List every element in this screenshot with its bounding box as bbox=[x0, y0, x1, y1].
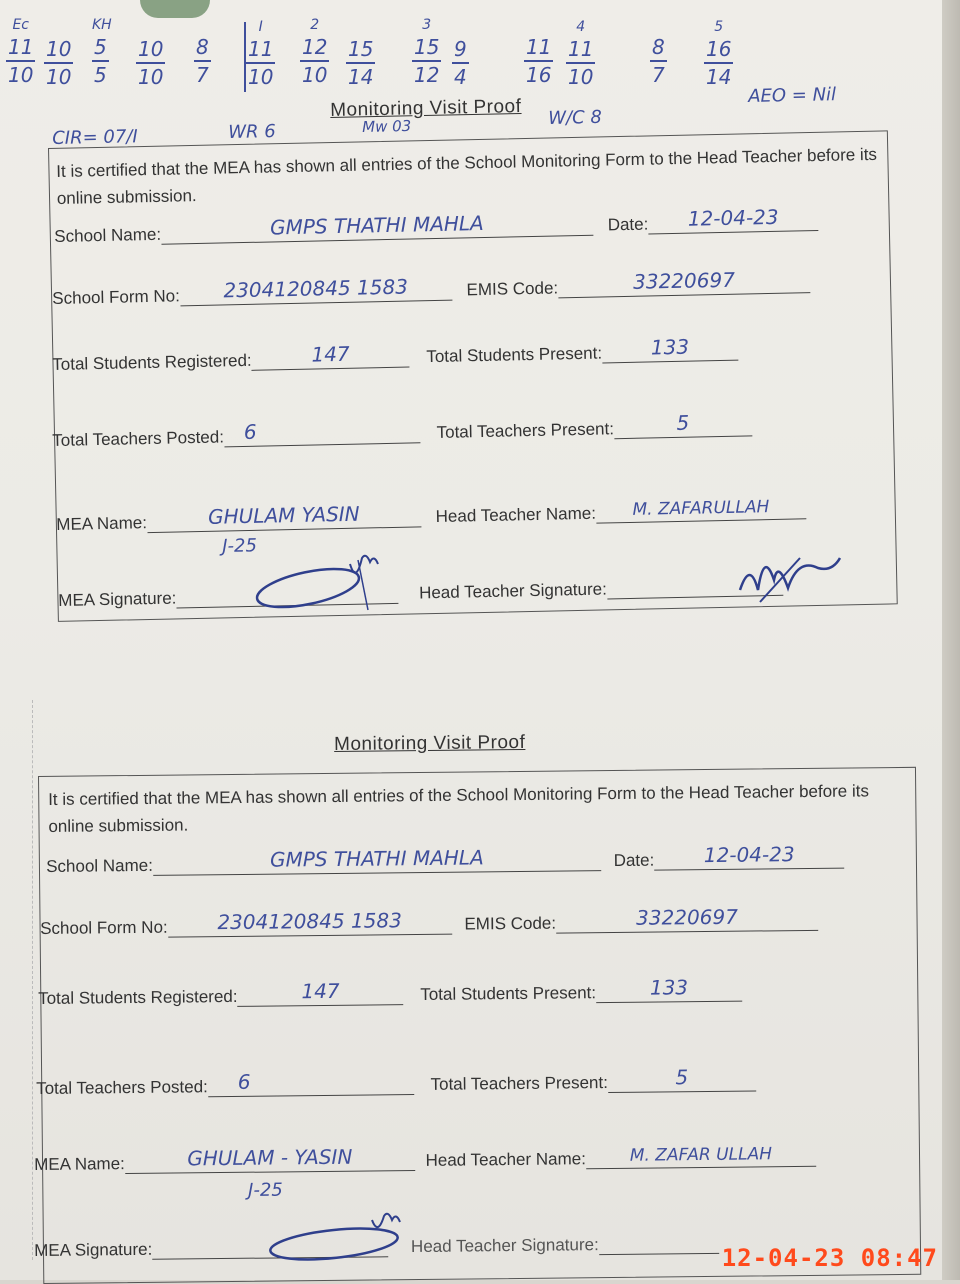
note-mw: Mw 03 bbox=[362, 116, 412, 136]
photo-timestamp: 12-04-23 08:47 bbox=[721, 1244, 938, 1272]
tally-denominator: 10 bbox=[46, 65, 72, 89]
page-edge bbox=[942, 0, 960, 1280]
form-no-value: 2304120845 1583 bbox=[223, 274, 409, 303]
form2-certification: It is certified that the MEA has shown all entries of the School Monitoring Form to the Head Teacher before its online submission. bbox=[48, 781, 870, 836]
form2-mea-note: J-25 bbox=[248, 1179, 283, 1201]
teachers-posted-value: 6 bbox=[237, 1069, 251, 1094]
teachers-present-label: Total Teachers Present: bbox=[436, 419, 615, 442]
tally-fraction bbox=[412, 17, 441, 88]
form1-head-teacher-signature-mark bbox=[730, 540, 850, 610]
note-wc: W/C 8 bbox=[548, 106, 603, 129]
tally-denominator: 16 bbox=[526, 63, 552, 87]
tally-denominator: 12 bbox=[414, 63, 440, 87]
emis-field bbox=[556, 906, 818, 934]
teachers-present-field bbox=[614, 411, 752, 439]
tally-label: 5 bbox=[714, 19, 724, 35]
tally-denominator: 14 bbox=[348, 65, 374, 89]
emis-label: EMIS Code: bbox=[466, 278, 559, 300]
teachers-posted-field bbox=[208, 1070, 414, 1097]
emis-value: 33220697 bbox=[632, 267, 736, 294]
mea-name-value: GHULAM YASIN bbox=[207, 501, 360, 529]
tally-numerator: 11 bbox=[524, 34, 553, 62]
emis-value: 33220697 bbox=[635, 904, 739, 930]
head-teacher-name-label: Head Teacher Name: bbox=[425, 1149, 587, 1170]
tally-label: 4 bbox=[576, 19, 586, 35]
tally-fraction bbox=[194, 34, 211, 88]
form-no-field bbox=[168, 910, 452, 938]
tally-denominator: 7 bbox=[652, 63, 665, 87]
tally-fraction bbox=[524, 34, 553, 88]
handwritten-tally bbox=[0, 17, 760, 100]
students-present-field bbox=[602, 336, 738, 364]
students-present-value: 133 bbox=[649, 975, 689, 1000]
tally-numerator: 10 bbox=[44, 36, 73, 64]
students-registered-field bbox=[251, 343, 409, 371]
tally-fraction bbox=[566, 19, 595, 90]
tally-denominator: 14 bbox=[706, 65, 732, 89]
form-no-label: School Form No: bbox=[52, 286, 181, 308]
tally-numerator: 10 bbox=[136, 36, 165, 64]
date-value: 12-04-23 bbox=[687, 204, 779, 231]
tally-label: 2 bbox=[310, 17, 320, 33]
students-present-label: Total Students Present: bbox=[426, 343, 603, 367]
students-registered-value: 147 bbox=[311, 341, 350, 367]
teachers-posted-label: Total Teachers Posted: bbox=[52, 427, 225, 450]
tally-numerator: 16 bbox=[704, 36, 733, 64]
tally-label: Ec bbox=[12, 17, 29, 33]
mea-name-label: MEA Name: bbox=[34, 1154, 125, 1174]
paper-fold-line bbox=[32, 700, 33, 1260]
tally-denominator: 10 bbox=[8, 63, 34, 87]
teachers-present-label: Total Teachers Present: bbox=[430, 1073, 608, 1094]
tally-fraction bbox=[452, 36, 469, 90]
tally-numerator: 5 bbox=[92, 34, 109, 62]
head-teacher-signature-field bbox=[599, 1229, 719, 1255]
mea-signature-label: MEA Signature: bbox=[58, 588, 177, 610]
tally-fraction bbox=[92, 17, 112, 88]
tally-numerator: 8 bbox=[194, 34, 211, 62]
date-label: Date: bbox=[613, 850, 655, 871]
tally-denominator: 7 bbox=[196, 63, 209, 87]
tally-label: 3 bbox=[422, 17, 432, 33]
form2-title: Monitoring Visit Proof bbox=[334, 731, 526, 755]
teachers-present-value: 5 bbox=[676, 410, 690, 435]
school-name-value: GMPS THATHI MAHLA bbox=[269, 211, 484, 240]
form-no-label: School Form No: bbox=[40, 917, 168, 938]
tally-numerator: 11 bbox=[6, 34, 35, 62]
head-teacher-name-field bbox=[596, 494, 806, 523]
background-object bbox=[140, 0, 210, 18]
teachers-posted-label: Total Teachers Posted: bbox=[36, 1077, 208, 1098]
students-present-label: Total Students Present: bbox=[420, 983, 597, 1004]
date-field bbox=[648, 206, 818, 235]
head-teacher-signature-label: Head Teacher Signature: bbox=[418, 579, 608, 603]
mea-name-label: MEA Name: bbox=[56, 513, 148, 534]
form1-certification: It is certified that the MEA has shown all entries of the School Monitoring Form to the Head Teacher before its online submission. bbox=[56, 144, 878, 208]
school-name-label: School Name: bbox=[54, 224, 162, 246]
tally-fraction bbox=[704, 19, 733, 90]
school-name-value: GMPS THATHI MAHLA bbox=[269, 845, 484, 872]
tally-fraction bbox=[246, 19, 275, 90]
mea-name-field bbox=[125, 1146, 415, 1174]
tally-denominator: 10 bbox=[138, 65, 164, 89]
head-teacher-signature-label: Head Teacher Signature: bbox=[410, 1235, 599, 1257]
head-teacher-name-label: Head Teacher Name: bbox=[435, 503, 597, 527]
teachers-present-value: 5 bbox=[675, 1065, 689, 1090]
teachers-posted-field bbox=[224, 418, 420, 447]
students-registered-value: 147 bbox=[301, 978, 340, 1004]
tally-denominator: 10 bbox=[568, 65, 594, 89]
tally-fraction bbox=[44, 36, 73, 90]
students-registered-field bbox=[237, 980, 403, 1007]
date-label: Date: bbox=[607, 214, 649, 235]
tally-numerator: 11 bbox=[246, 36, 275, 64]
teachers-posted-value: 6 bbox=[243, 419, 257, 444]
mea-name-value: GHULAM - YASIN bbox=[187, 1144, 353, 1171]
tally-fraction bbox=[346, 36, 375, 90]
tally-numerator: 9 bbox=[452, 36, 469, 64]
head-teacher-name-value: M. ZAFAR ULLAH bbox=[629, 1144, 773, 1166]
form2-mea-signature-mark bbox=[262, 1210, 422, 1270]
emis-field bbox=[558, 268, 810, 298]
tally-numerator: 11 bbox=[566, 36, 595, 64]
tally-denominator: 10 bbox=[248, 65, 274, 89]
head-teacher-name-value: M. ZAFARULLAH bbox=[632, 497, 770, 520]
tally-fraction bbox=[6, 17, 35, 88]
tally-label: I bbox=[258, 19, 263, 35]
note-aeo: AEO = Nil bbox=[748, 84, 837, 107]
emis-label: EMIS Code: bbox=[464, 913, 557, 934]
teachers-present-field bbox=[608, 1066, 756, 1093]
tally-denominator: 5 bbox=[94, 63, 107, 87]
tally-fraction bbox=[650, 34, 667, 88]
school-name-field bbox=[153, 846, 601, 876]
tally-numerator: 15 bbox=[412, 34, 441, 62]
tally-fraction bbox=[300, 17, 329, 88]
students-present-field bbox=[596, 977, 742, 1004]
tally-denominator: 10 bbox=[302, 63, 328, 87]
tally-numerator: 12 bbox=[300, 34, 329, 62]
date-value: 12-04-23 bbox=[703, 842, 795, 868]
form-no-value: 2304120845 1583 bbox=[217, 908, 403, 935]
mea-signature-label: MEA Signature: bbox=[34, 1239, 153, 1260]
tally-denominator: 4 bbox=[454, 65, 467, 89]
students-registered-label: Total Students Registered: bbox=[38, 986, 238, 1008]
form1-mea-signature-mark bbox=[250, 546, 390, 616]
students-present-value: 133 bbox=[650, 334, 690, 360]
tally-label: KH bbox=[92, 17, 112, 33]
tally-divider bbox=[244, 22, 246, 92]
form1-title: Monitoring Visit Proof bbox=[330, 95, 522, 121]
head-teacher-name-field bbox=[586, 1142, 816, 1169]
form1-mea-note: J-25 bbox=[222, 535, 258, 557]
note-wr: WR 6 bbox=[228, 121, 276, 143]
tally-fraction bbox=[136, 36, 165, 90]
tally-numerator: 15 bbox=[346, 36, 375, 64]
tally-numerator: 8 bbox=[650, 34, 667, 62]
date-field bbox=[654, 844, 844, 871]
students-registered-label: Total Students Registered: bbox=[52, 350, 252, 374]
school-name-label: School Name: bbox=[46, 855, 154, 876]
note-cir: CIR= 07/I bbox=[52, 126, 138, 149]
